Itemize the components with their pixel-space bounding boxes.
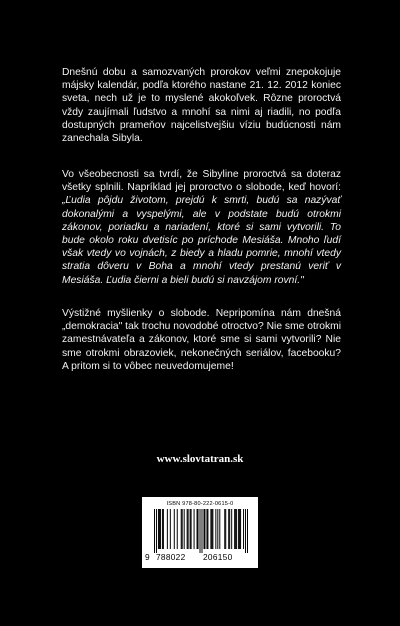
barcode-bar: [188, 509, 189, 549]
barcode-bar: [217, 509, 218, 549]
barcode-bar: [154, 509, 155, 553]
sibyl-quote: „Ľudia pôjdu životom, prejdú k smrti, budú sa nazývať dokonalými a vyspelými, ale v podstate budú otrokmi zákonov, poriadku a nariadení, ktoré si sami vytvorili. To bude okolo roku dvetisíc po príchode Mesiáša. Mnoho ľudí však vtedy vo vojnách, z biedy a hladu pomrie, mnohí vtedy stratia dôveru v Boha a mnohí vtedy prestanú veriť v Mesiáša. Ľudia čierni a bieli budú si navzájom rovní.": [62, 195, 341, 286]
isbn-barcode: [142, 497, 258, 568]
barcode-bar: [197, 509, 198, 549]
barcode-bar: [159, 509, 160, 549]
barcode-bar: [231, 509, 232, 549]
isbn-label: ISBN 978-80-222-0615-0: [166, 501, 234, 507]
barcode-bar: [210, 509, 211, 549]
paragraph-1: [62, 66, 341, 145]
barcode-bar: [238, 509, 239, 549]
paragraph-2-text: [62, 168, 341, 287]
barcode-bar: [184, 509, 185, 549]
barcode-bar: [236, 509, 237, 549]
barcode-bar: [245, 509, 246, 553]
barcode-bar: [235, 509, 236, 549]
barcode-bar: [182, 509, 183, 549]
paragraph-3: [62, 307, 341, 373]
barcode-bar: [160, 509, 161, 549]
barcode-bar: [190, 509, 191, 549]
paragraph-3-text: Výstižné myšlienky o slobode. Nepripomína nám dnešná „demokracia" tak trochu novodobé otroctvo? Nie sme otrokmi zamestnávateľa a zákonov, ktoré sme si sami vytvorili? Nie sme otrokmi obrazoviek, nekonečných seriálov, facebooku? A pritom si to vôbec neuvedomujeme!: [62, 308, 341, 372]
barcode-bar: [225, 509, 226, 549]
barcode-bar: [158, 509, 159, 549]
publisher-website: www.slovtatran.sk: [156, 453, 244, 465]
barcode-bar: [206, 509, 207, 549]
barcode-bar: [240, 509, 241, 549]
barcode-digits-right: 206150: [203, 552, 233, 562]
barcode-bar: [163, 509, 164, 549]
barcode-bar: [207, 509, 208, 549]
barcode-bar: [156, 509, 157, 553]
barcode-bar: [229, 509, 230, 549]
barcode-bar: [224, 509, 225, 549]
barcode-bar: [162, 509, 163, 549]
barcode-bar: [228, 509, 229, 549]
barcode-bar: [219, 509, 220, 549]
barcode-digit-first: 9: [145, 552, 150, 562]
barcode-bar: [243, 509, 244, 549]
barcode-bar: [212, 509, 213, 549]
barcode-bar: [211, 509, 212, 549]
barcode-bar: [247, 509, 248, 553]
paragraph-2-intro: Vo všeobecnosti sa tvrdí, že Sibyline proroctvá sa doteraz všetky splnili. Napríklad jej proroctvo o slobode, keď hovorí:: [62, 169, 341, 194]
paragraph-2: [62, 168, 341, 287]
barcode-bar: [181, 509, 182, 549]
barcode-bar: [201, 509, 202, 553]
barcode-digits-left: 788022: [156, 552, 186, 562]
barcode-bar: [203, 509, 204, 549]
barcode-bar: [239, 509, 240, 549]
barcode-bar: [170, 509, 171, 549]
barcode-bar: [234, 509, 235, 549]
barcode-bar: [187, 509, 188, 549]
barcode-bar: [167, 509, 168, 549]
paragraph-1-text: Dnešnú dobu a samozvaných prorokov veľmi znepokojuje májsky kalendár, podľa ktorého nastane 21. 12. 2012 koniec sveta, nech už je to myslené akokoľvek. Rôzne proroctvá vždy zaujímali ľudstvo a mnohí sa nimi aj riadili, no podľa dostupných prameňov najcelistvejšiu víziu budúcnosti nám zanechala Sibyla.: [62, 67, 341, 145]
barcode-bar: [200, 509, 201, 553]
barcode-bar: [198, 509, 199, 549]
barcode-bars: [154, 509, 248, 553]
barcode-bar: [174, 509, 175, 549]
barcode-bar: [177, 509, 178, 549]
barcode-bar: [215, 509, 216, 549]
barcode-bar: [194, 509, 195, 549]
barcode-bar: [191, 509, 192, 549]
barcode-bar: [204, 509, 205, 549]
